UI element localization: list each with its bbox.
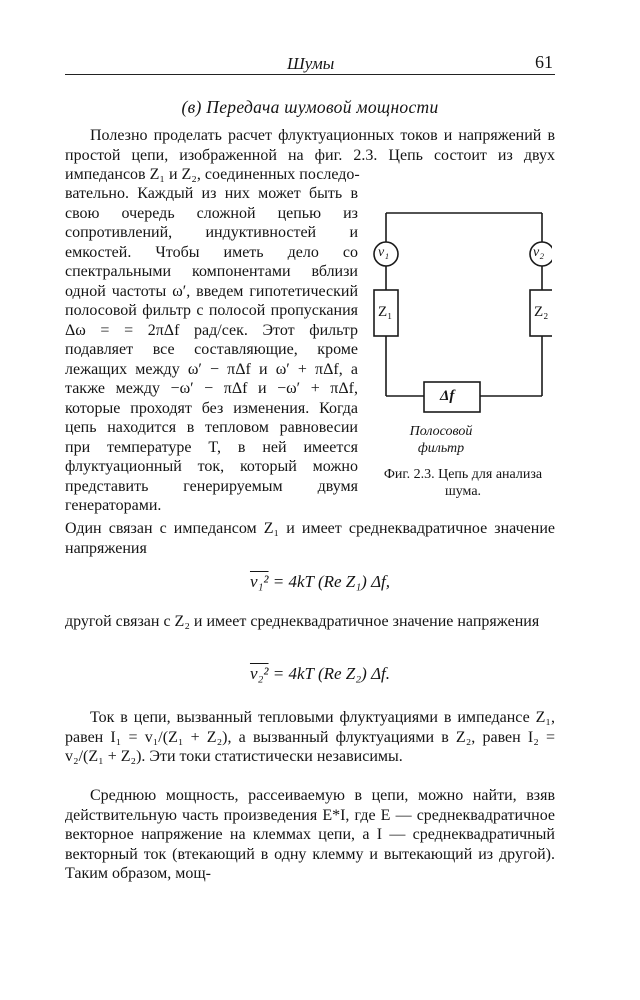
wrapped-paragraph: вательно. Каждый из них может быть в свою очередь сложной цепью из сопротивлений, индуктивностей и емкостей. Чтобы иметь дело со спектральными компонентами вблизи одной частоты ω′, введем гипотетический полосовой фильтр с полосой пропускания Δω = = 2πΔf рад/сек. Этот фильтр подавляет все составляющие, кроме лежащих между ω′ − πΔf и ω′ + πΔf, а также между −ω′ − πΔf и −ω′ + πΔf, которые проходят без изменения. Когда цепь находится в тепловом равновесии при температуре T, в ней имеется флуктуационный ток, который можно представить генерируемым двумя генераторами.	[65, 185, 358, 514]
filter-label: Δf	[440, 388, 455, 404]
currents-paragraph: Ток в цепи, вызванный тепловыми флуктуациями в импедансе Z₁, равен I₁ = v₁/(Z₁ + Z₂), а вызванный флуктуациями в Z₂, равен I₂ = v₂/(Z₁ + Z₂). Эти токи статистически независимы.	[65, 709, 555, 765]
impedance-2-label: Z₂	[534, 304, 549, 320]
figure-caption: Фиг. 2.3. Цепь для анализа шума.	[383, 467, 543, 499]
equation-1	[0, 572, 640, 592]
running-title: Шумы	[287, 54, 335, 73]
equation-2-lhs: v₂²	[249, 664, 269, 683]
source-2-label: v₂	[533, 245, 545, 260]
page-number: 61	[535, 52, 553, 72]
equation-1-rhs: = 4kT (Re Z₁) Δf,	[268, 572, 391, 591]
circuit-diagram	[372, 208, 552, 418]
figure-2-3	[372, 208, 552, 498]
equation-2	[0, 664, 640, 684]
filter-caption: Полосовой фильтр	[409, 424, 473, 456]
source-1-label: v₁	[378, 245, 390, 260]
after-figure-paragraph: Один связан с импедансом Z₁ и имеет среднеквадратичное значение напряжения	[65, 520, 555, 557]
equation-2-rhs: = 4kT (Re Z₂) Δf.	[268, 664, 391, 683]
header-rule	[65, 74, 555, 75]
page-header	[65, 48, 555, 74]
equation-1-lhs: v₁²	[249, 572, 269, 591]
middle-paragraph: другой связан с Z₂ и имеет среднеквадратичное значение напряжения	[65, 613, 540, 630]
intro-paragraph: Полезно проделать расчет флуктуационных токов и напряжений в простой цепи, изображенной на фиг. 2.3. Цепь состоит из двух импедансов Z₁ и Z₂, соединенных последо-	[65, 127, 555, 183]
impedance-1-label: Z₁	[378, 304, 393, 320]
section-title: (в) Передача шумовой мощности	[181, 97, 439, 117]
power-paragraph: Среднюю мощность, рассеиваемую в цепи, можно найти, взяв действительную часть произведения E*I, где E — среднеквадратичное векторное напряжение на клеммах цепи, а I — среднеквадратичный векторный ток (втекающий в одну клемму и вытекающий из другой). Таким образом, мощ-	[65, 787, 555, 882]
